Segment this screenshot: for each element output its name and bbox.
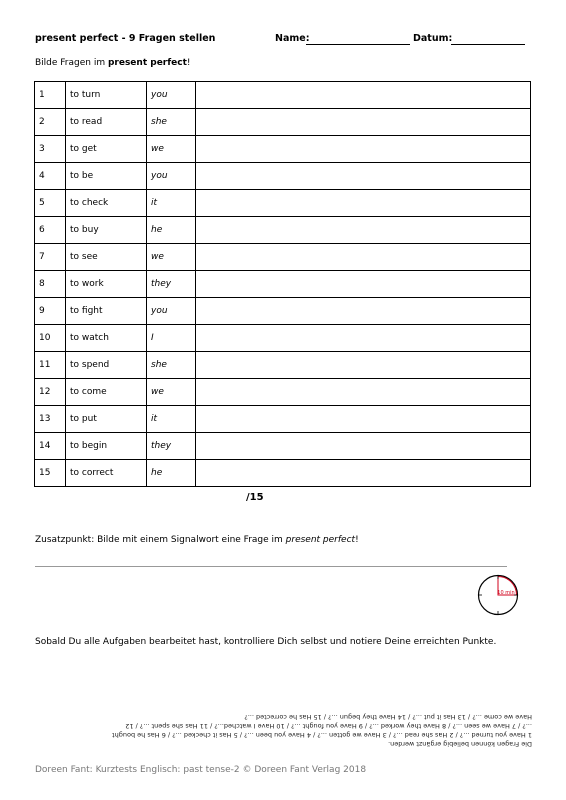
worksheet-title: present perfect - 9 Fragen stellen bbox=[35, 33, 216, 44]
row-verb: to come bbox=[66, 379, 147, 406]
row-answer-field[interactable] bbox=[196, 190, 531, 217]
row-answer-field[interactable] bbox=[196, 379, 531, 406]
row-verb: to spend bbox=[66, 352, 147, 379]
exercise-table bbox=[34, 81, 531, 487]
score-total: /15 bbox=[246, 492, 264, 503]
bonus-task bbox=[35, 535, 359, 545]
row-verb: to watch bbox=[66, 325, 147, 352]
row-number: 6 bbox=[35, 217, 66, 244]
name-field[interactable] bbox=[306, 44, 410, 45]
row-answer-field[interactable] bbox=[196, 109, 531, 136]
row-pronoun: we bbox=[147, 379, 196, 406]
row-verb: to read bbox=[66, 109, 147, 136]
table-row bbox=[35, 298, 531, 325]
bonus-emphasis: present perfect bbox=[285, 535, 356, 545]
row-pronoun: it bbox=[147, 190, 196, 217]
row-number: 8 bbox=[35, 271, 66, 298]
date-label: Datum: bbox=[413, 33, 453, 44]
table-row bbox=[35, 82, 531, 109]
worksheet-header bbox=[35, 33, 526, 47]
row-pronoun: it bbox=[147, 406, 196, 433]
solutions-line: Die Fragen können beliebig ergänzt werden. bbox=[388, 740, 532, 748]
name-label: Name: bbox=[275, 33, 310, 44]
row-number: 12 bbox=[35, 379, 66, 406]
table-row bbox=[35, 136, 531, 163]
row-number: 4 bbox=[35, 163, 66, 190]
row-pronoun: I bbox=[147, 325, 196, 352]
row-number: 7 bbox=[35, 244, 66, 271]
table-row bbox=[35, 271, 531, 298]
instruction bbox=[35, 58, 191, 68]
row-answer-field[interactable] bbox=[196, 352, 531, 379]
row-pronoun: they bbox=[147, 433, 196, 460]
instruction-suffix: ! bbox=[186, 58, 191, 68]
clock-label: 10 min bbox=[497, 590, 515, 596]
date-field[interactable] bbox=[451, 44, 525, 45]
instruction-prefix: Bilde Fragen im bbox=[35, 58, 108, 68]
row-answer-field[interactable] bbox=[196, 82, 531, 109]
row-pronoun: you bbox=[147, 82, 196, 109]
instruction-emphasis: present perfect bbox=[107, 58, 187, 68]
row-number: 15 bbox=[35, 460, 66, 487]
row-number: 2 bbox=[35, 109, 66, 136]
table-row bbox=[35, 406, 531, 433]
table-row bbox=[35, 163, 531, 190]
solutions-line: Have we come ...? / 13 Has it put ...? / 14 Have they begun ...? / 15 Has he corrected ...? bbox=[244, 713, 532, 721]
row-pronoun: you bbox=[147, 163, 196, 190]
row-answer-field[interactable] bbox=[196, 460, 531, 487]
table-row bbox=[35, 352, 531, 379]
row-number: 11 bbox=[35, 352, 66, 379]
solutions-upside-down bbox=[35, 712, 532, 748]
row-number: 13 bbox=[35, 406, 66, 433]
row-number: 10 bbox=[35, 325, 66, 352]
row-verb: to begin bbox=[66, 433, 147, 460]
stopwatch-icon bbox=[477, 574, 519, 616]
row-number: 3 bbox=[35, 136, 66, 163]
row-pronoun: we bbox=[147, 136, 196, 163]
final-note: Sobald Du alle Aufgaben bearbeitet hast, kontrolliere Dich selbst und notiere Deine erreichten Punkte. bbox=[35, 637, 497, 647]
row-verb: to put bbox=[66, 406, 147, 433]
row-pronoun: he bbox=[147, 217, 196, 244]
row-answer-field[interactable] bbox=[196, 406, 531, 433]
row-verb: to get bbox=[66, 136, 147, 163]
row-pronoun: she bbox=[147, 352, 196, 379]
row-answer-field[interactable] bbox=[196, 244, 531, 271]
table-row bbox=[35, 244, 531, 271]
row-verb: to buy bbox=[66, 217, 147, 244]
row-pronoun: they bbox=[147, 271, 196, 298]
table-row bbox=[35, 433, 531, 460]
bonus-suffix: ! bbox=[355, 535, 359, 545]
bonus-prefix: Zusatzpunkt: Bilde mit einem Signalwort eine Frage im bbox=[35, 535, 286, 545]
row-pronoun: we bbox=[147, 244, 196, 271]
row-number: 5 bbox=[35, 190, 66, 217]
row-answer-field[interactable] bbox=[196, 298, 531, 325]
table-row bbox=[35, 109, 531, 136]
row-number: 9 bbox=[35, 298, 66, 325]
table-row bbox=[35, 379, 531, 406]
row-pronoun: he bbox=[147, 460, 196, 487]
table-row bbox=[35, 325, 531, 352]
row-pronoun: she bbox=[147, 109, 196, 136]
row-answer-field[interactable] bbox=[196, 433, 531, 460]
footer-copyright: Doreen Fant: Kurztests Englisch: past tense-2 © Doreen Fant Verlag 2018 bbox=[35, 765, 367, 775]
row-answer-field[interactable] bbox=[196, 217, 531, 244]
solutions-line: ...? / 7 Have we seen ...? / 8 Have they worked ...? / 9 Have you fought ...? / 10 Have I watched...? / 11 Has she spent ...? / 12 bbox=[125, 722, 532, 730]
bonus-answer-line[interactable] bbox=[35, 566, 507, 567]
solutions-line: 1 Have you turned ...? / 2 Has she read ...? / 3 Have we gotten ...? / 4 Have you been ...? / 5 Has it checked ...? / 6 Has he bought bbox=[112, 731, 532, 739]
row-number: 1 bbox=[35, 82, 66, 109]
row-answer-field[interactable] bbox=[196, 163, 531, 190]
row-answer-field[interactable] bbox=[196, 271, 531, 298]
row-verb: to see bbox=[66, 244, 147, 271]
row-answer-field[interactable] bbox=[196, 136, 531, 163]
row-pronoun: you bbox=[147, 298, 196, 325]
row-verb: to turn bbox=[66, 82, 147, 109]
row-answer-field[interactable] bbox=[196, 325, 531, 352]
table-row bbox=[35, 217, 531, 244]
table-row bbox=[35, 460, 531, 487]
row-verb: to fight bbox=[66, 298, 147, 325]
table-row bbox=[35, 190, 531, 217]
row-number: 14 bbox=[35, 433, 66, 460]
row-verb: to check bbox=[66, 190, 147, 217]
row-verb: to be bbox=[66, 163, 147, 190]
row-verb: to correct bbox=[66, 460, 147, 487]
row-verb: to work bbox=[66, 271, 147, 298]
